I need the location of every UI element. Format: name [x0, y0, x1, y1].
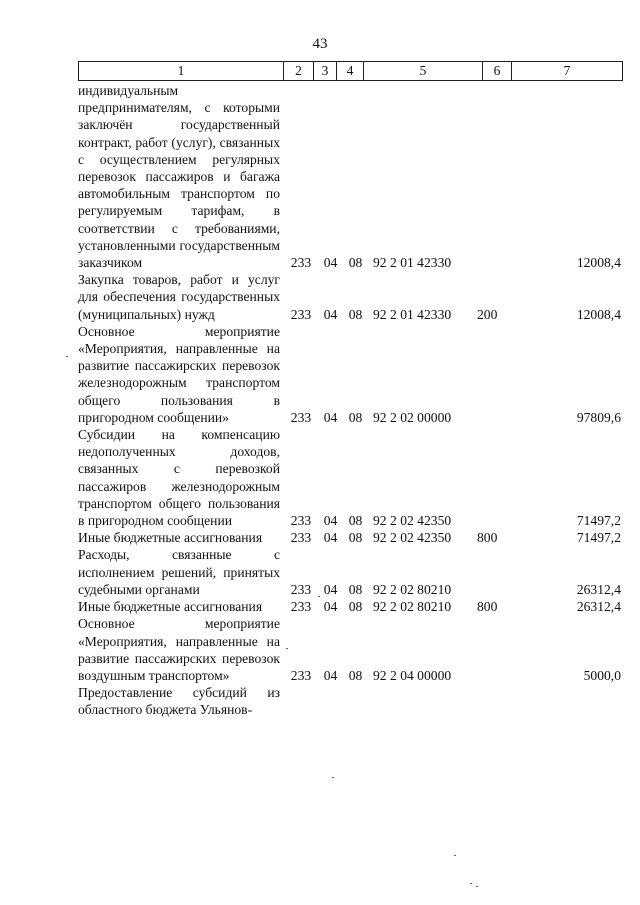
row-subsection-code: 08 [348, 599, 363, 615]
row-description: Предоставление субсидий из областного бюджета Ульянов- [78, 685, 280, 718]
row-section-code: 04 [323, 409, 338, 425]
row-description: Основное мероприятие «Мероприятия, направленные на развитие пассажирских перевозок воздушным транспортом» [78, 616, 280, 683]
row-section-code: 04 [323, 581, 338, 597]
row-expense-type: 800 [477, 599, 498, 615]
header-col-7: 7 [563, 63, 571, 78]
row-amount: 12008,4 [576, 306, 621, 322]
row-amount: 97809,6 [576, 409, 621, 425]
row-description: Субсидии на компенсацию недополученных доходов, связанных с перевозкой пассажиров железнодорожным транспортом общего пользования в пригородном сообщении [78, 427, 280, 529]
row-subsection-code: 08 [348, 581, 363, 597]
row-subsection-code: 08 [348, 409, 363, 425]
row-subsection-code: 08 [348, 306, 363, 322]
scan-speck [318, 596, 320, 597]
row-grbs-code: 233 [290, 599, 312, 615]
row-amount: 26312,4 [576, 581, 621, 597]
row-grbs-code: 233 [290, 409, 312, 425]
row-amount: 12008,4 [576, 255, 621, 271]
row-amount: 71497,2 [576, 513, 621, 529]
row-amount: 5000,0 [583, 667, 621, 683]
header-col-5: 5 [364, 62, 483, 80]
table-header [78, 61, 623, 81]
row-section-code: 04 [323, 667, 338, 683]
budget-table-body [78, 82, 621, 719]
table-row [78, 546, 621, 598]
table-row [78, 529, 621, 546]
table-row [78, 615, 621, 684]
row-target-article: 92 2 02 80210 [373, 599, 452, 615]
scan-speck [470, 883, 472, 884]
row-target-article: 92 2 01 42330 [373, 306, 452, 322]
row-target-article: 92 2 02 80210 [373, 581, 452, 597]
row-description: индивидуальным предпринимателям, с которыми заключён государственный контракт, работ (услуг), связанных с осуществлением регулярных перевозок пассажиров и багажа автомобильным транспортом по регулируемым тарифам, в соответствии с требованиями, установленными государственным заказчиком [78, 83, 280, 271]
row-grbs-code: 233 [290, 255, 312, 271]
row-target-article: 92 2 02 42350 [373, 530, 452, 546]
row-grbs-code: 233 [290, 581, 312, 597]
row-description: Закупка товаров, работ и услуг для обеспечения государственных (муниципальных) нужд [78, 272, 280, 322]
row-expense-type: 800 [477, 530, 498, 546]
row-description: Основное мероприятие «Мероприятия, направленные на развитие пассажирских перевозок железнодорожным транспортом общего пользования в пригородном сообщении» [78, 323, 280, 425]
table-row [78, 426, 621, 529]
page-number: 43 [312, 36, 328, 52]
row-description: Иные бюджетные ассигнования [78, 599, 263, 615]
table-row [78, 598, 621, 615]
row-description: Иные бюджетные ассигнования [78, 530, 263, 546]
row-subsection-code: 08 [348, 255, 363, 271]
header-col-3: 3 [314, 62, 337, 80]
scan-speck [476, 886, 478, 887]
row-subsection-code: 08 [348, 667, 363, 683]
table-row [78, 684, 621, 718]
row-section-code: 04 [323, 599, 338, 615]
row-grbs-code: 233 [290, 667, 312, 683]
scan-speck [332, 777, 334, 778]
scan-speck [66, 356, 68, 357]
row-description: Расходы, связанные с исполнением решений, принятых судебными органами [78, 547, 280, 597]
scan-speck [286, 648, 288, 649]
row-expense-type: 200 [477, 306, 498, 322]
header-col-2: 2 [284, 62, 314, 80]
header-col-1: 1 [79, 62, 284, 80]
scan-speck [454, 855, 456, 856]
row-grbs-code: 233 [290, 513, 312, 529]
table-row [78, 271, 621, 323]
row-section-code: 04 [323, 513, 338, 529]
row-amount: 26312,4 [576, 599, 621, 615]
row-target-article: 92 2 04 00000 [373, 667, 452, 683]
header-col-6: 6 [483, 62, 512, 80]
table-row [78, 82, 621, 271]
row-section-code: 04 [323, 306, 338, 322]
row-subsection-code: 08 [348, 513, 363, 529]
row-amount: 71497,2 [576, 530, 621, 546]
row-target-article: 92 2 02 00000 [373, 409, 452, 425]
row-section-code: 04 [323, 530, 338, 546]
row-target-article: 92 2 01 42330 [373, 255, 452, 271]
table-row [78, 323, 621, 426]
row-section-code: 04 [323, 255, 338, 271]
row-subsection-code: 08 [348, 530, 363, 546]
row-grbs-code: 233 [290, 530, 312, 546]
row-target-article: 92 2 02 42350 [373, 513, 452, 529]
row-grbs-code: 233 [290, 306, 312, 322]
header-col-4: 4 [337, 62, 364, 80]
